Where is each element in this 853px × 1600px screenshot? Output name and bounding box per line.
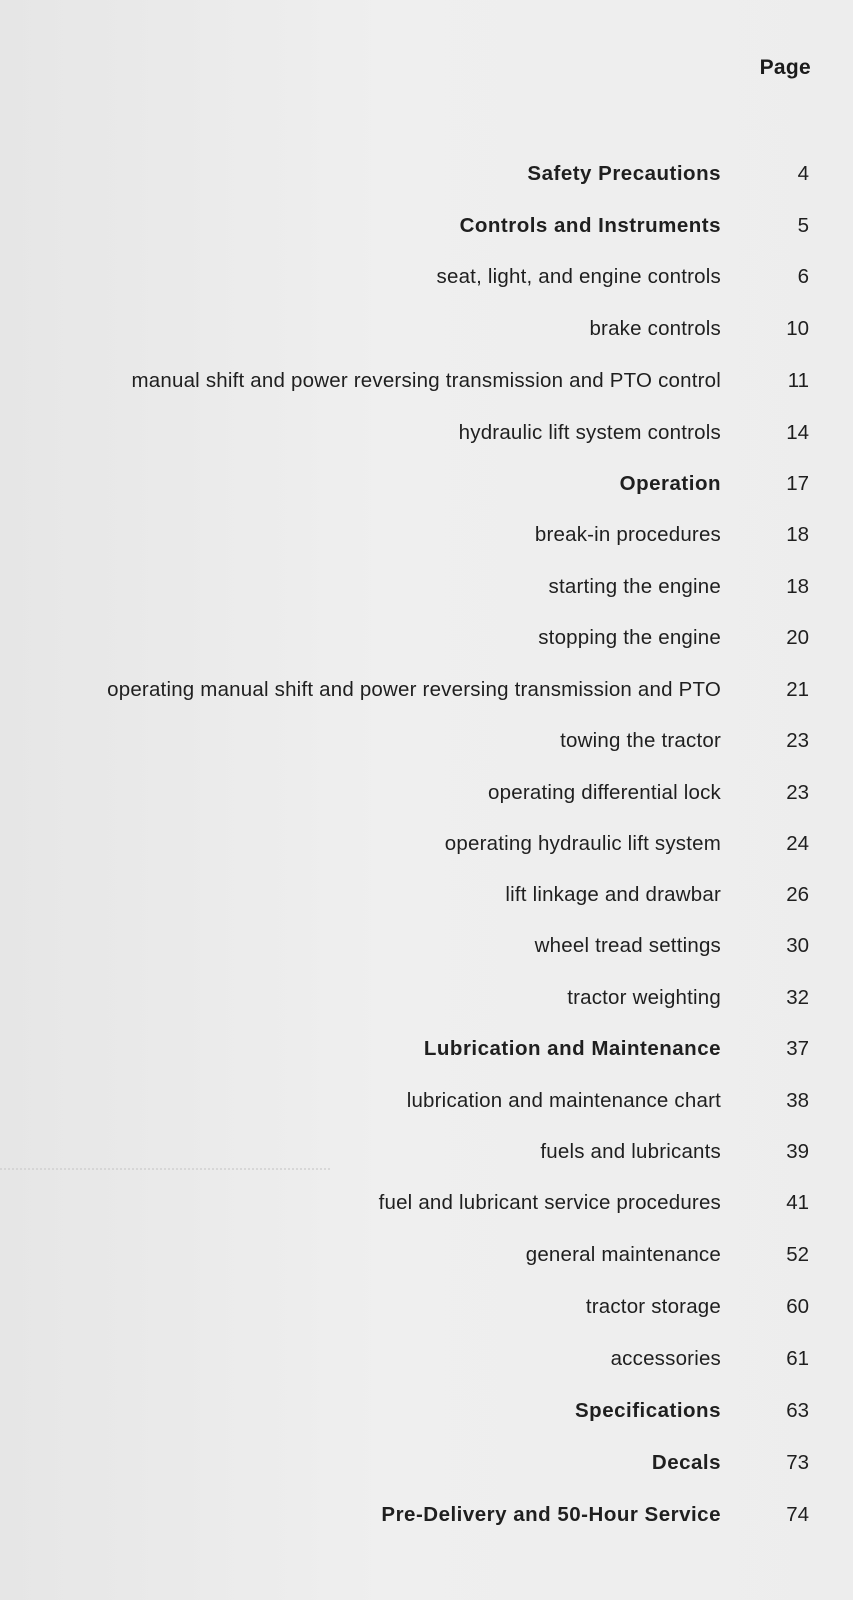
- toc-subtopic: operating differential lock: [488, 781, 721, 804]
- toc-page-number: 30: [786, 934, 809, 957]
- toc-subtopic: operating hydraulic lift system: [444, 832, 721, 855]
- toc-entry: [0, 1292, 853, 1322]
- toc-page-number: 74: [786, 1503, 809, 1526]
- toc-section-title: Operation: [619, 472, 721, 495]
- toc-page-number: 14: [786, 421, 809, 444]
- toc-subtopic: lift linkage and drawbar: [505, 883, 721, 906]
- toc-entry: [0, 623, 853, 653]
- toc-subtopic: fuel and lubricant service procedures: [378, 1191, 721, 1214]
- toc-entry: [0, 1448, 853, 1478]
- toc-entry: [0, 159, 853, 189]
- toc-subtopic: tractor storage: [585, 1295, 721, 1318]
- toc-page-number: 4: [797, 162, 809, 185]
- toc-entry: [0, 1500, 853, 1530]
- toc-page-number: 32: [786, 986, 809, 1009]
- toc-entry: [0, 1240, 853, 1270]
- toc-subtopic: stopping the engine: [538, 626, 721, 649]
- toc-section-title: Controls and Instruments: [459, 214, 721, 237]
- toc-page-number: 61: [786, 1347, 809, 1370]
- toc-subtopic: brake controls: [589, 317, 721, 340]
- toc-entry: [0, 314, 853, 344]
- toc-entry: [0, 1188, 853, 1218]
- toc-page-number: 39: [786, 1140, 809, 1163]
- toc-page-number: 63: [786, 1399, 809, 1422]
- toc-entry: [0, 1396, 853, 1426]
- toc-section-title: Specifications: [575, 1399, 721, 1422]
- toc-entry: [0, 418, 853, 448]
- toc-subtopic: tractor weighting: [567, 986, 721, 1009]
- toc-entry: [0, 572, 853, 602]
- toc-page-number: 24: [786, 832, 809, 855]
- toc-page-number: 73: [786, 1451, 809, 1474]
- toc-section-title: Safety Precautions: [527, 162, 721, 185]
- toc-subtopic: fuels and lubricants: [540, 1140, 721, 1163]
- toc-entry: [0, 366, 853, 396]
- toc-subtopic: hydraulic lift system controls: [458, 421, 721, 444]
- toc-subtopic: general maintenance: [525, 1243, 721, 1266]
- toc-page-number: 6: [797, 265, 809, 288]
- toc-page-number: 18: [786, 523, 809, 546]
- toc-page-number: 20: [786, 626, 809, 649]
- toc-entry: [0, 778, 853, 808]
- toc-page-number: 26: [786, 883, 809, 906]
- toc-entry: [0, 211, 853, 241]
- toc-page-number: 17: [786, 472, 809, 495]
- toc-entry: [0, 1034, 853, 1064]
- toc-entry: [0, 520, 853, 550]
- toc-subtopic: towing the tractor: [560, 729, 721, 752]
- toc-subtopic: manual shift and power reversing transmission and PTO control: [131, 369, 721, 392]
- toc-subtopic: break-in procedures: [534, 523, 721, 546]
- page-column-header: Page: [759, 56, 811, 79]
- toc-page-number: 60: [786, 1295, 809, 1318]
- toc-page-number: 41: [786, 1191, 809, 1214]
- toc-subtopic: seat, light, and engine controls: [436, 265, 721, 288]
- toc-subtopic: wheel tread settings: [534, 934, 721, 957]
- toc-entry: [0, 675, 853, 705]
- toc-page-number: 11: [787, 369, 809, 392]
- toc-entry: [0, 1137, 853, 1167]
- toc-entry: [0, 880, 853, 910]
- toc-page-number: 38: [786, 1089, 809, 1112]
- toc-entry: [0, 1344, 853, 1374]
- toc-page-number: 18: [786, 575, 809, 598]
- toc-entry: [0, 931, 853, 961]
- toc-section-title: Lubrication and Maintenance: [423, 1037, 721, 1060]
- toc-entry: [0, 983, 853, 1013]
- toc-subtopic: lubrication and maintenance chart: [406, 1089, 721, 1112]
- toc-page-number: 23: [786, 781, 809, 804]
- toc-entry: [0, 829, 853, 859]
- toc-page-number: 23: [786, 729, 809, 752]
- toc-page-number: 10: [786, 317, 809, 340]
- toc-page-number: 5: [797, 214, 809, 237]
- toc-entry: [0, 1086, 853, 1116]
- toc-page-number: 37: [786, 1037, 809, 1060]
- toc-subtopic: operating manual shift and power reversing transmission and PTO: [107, 678, 721, 701]
- toc-page-number: 21: [786, 678, 809, 701]
- toc-section-title: Decals: [651, 1451, 721, 1474]
- toc-subtopic: starting the engine: [548, 575, 721, 598]
- print-speckle-decoration: [0, 1168, 330, 1172]
- toc-section-title: Pre-Delivery and 50-Hour Service: [381, 1503, 721, 1526]
- toc-entry: [0, 262, 853, 292]
- toc-entry: [0, 726, 853, 756]
- toc-page-number: 52: [786, 1243, 809, 1266]
- toc-subtopic: accessories: [610, 1347, 721, 1370]
- toc-entry: [0, 469, 853, 499]
